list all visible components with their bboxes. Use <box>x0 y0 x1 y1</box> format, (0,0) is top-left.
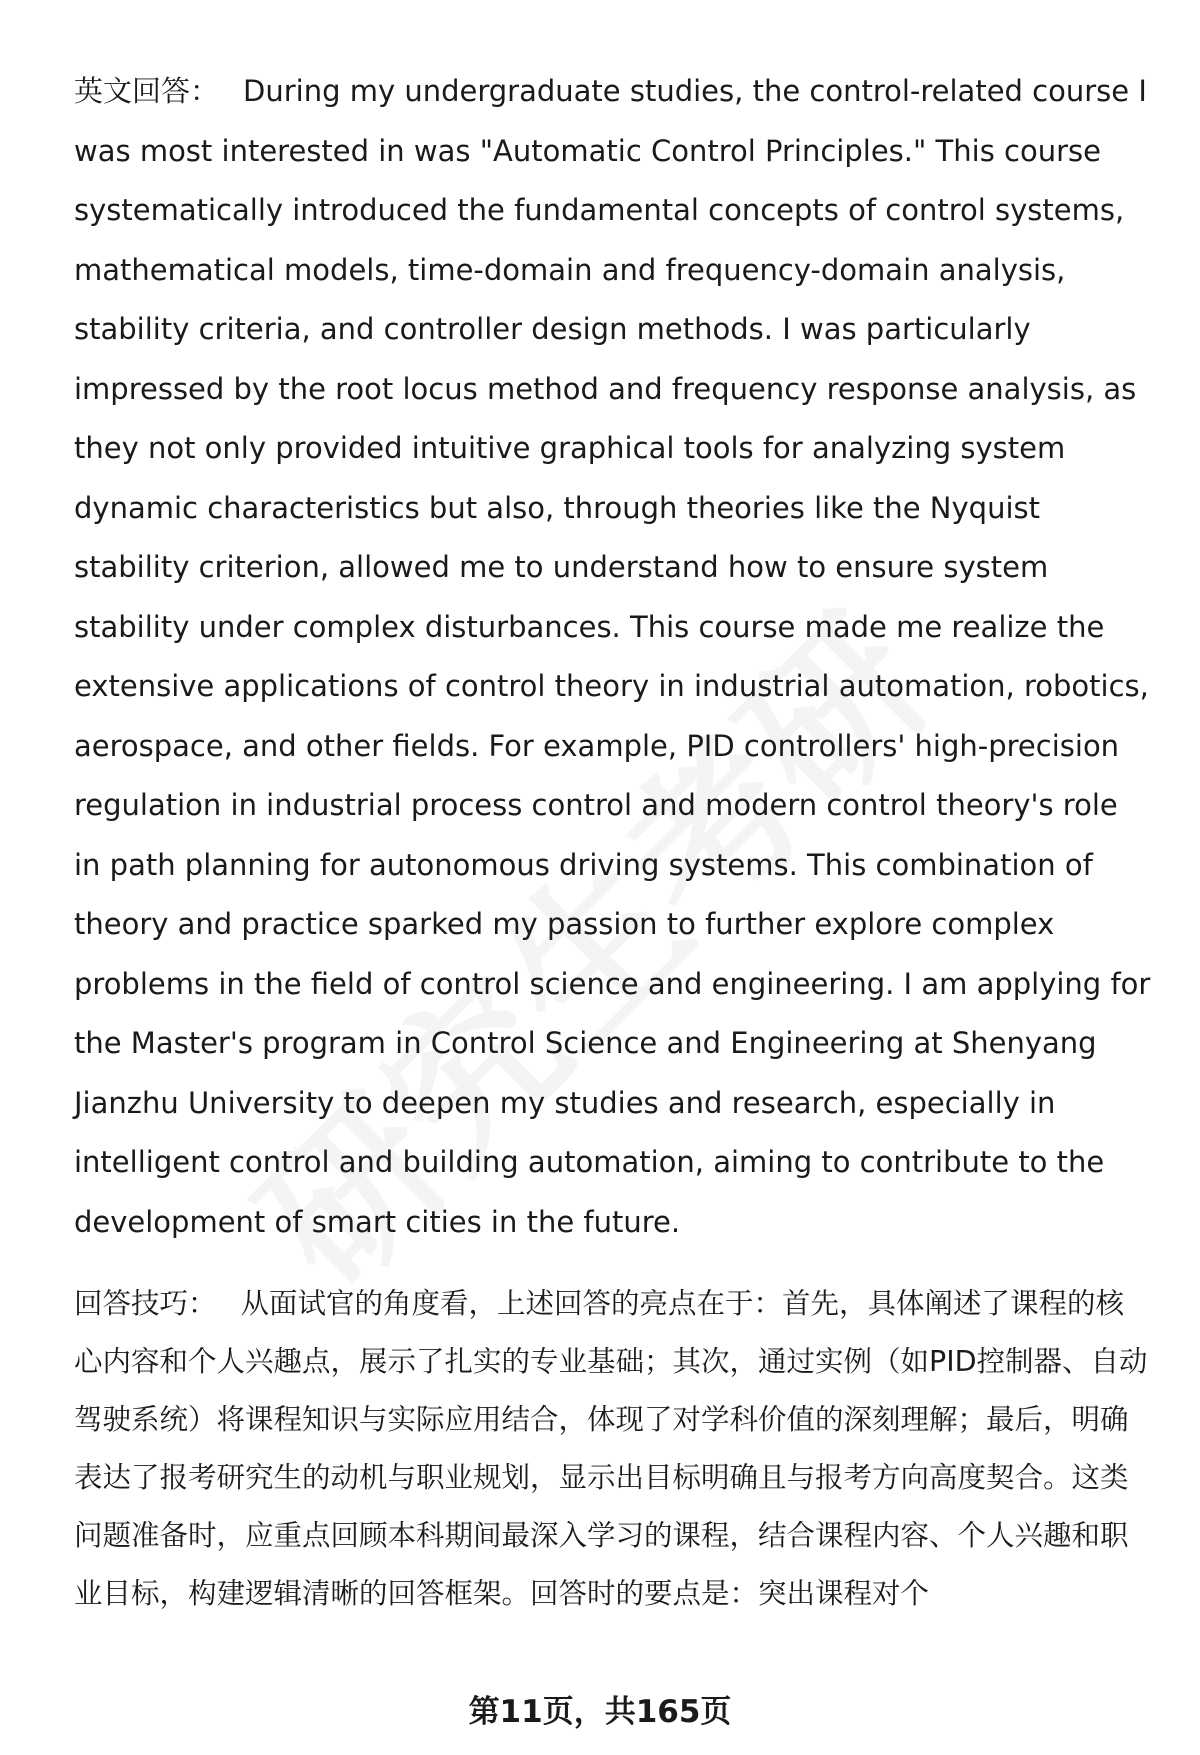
english-answer-paragraph <box>74 62 1152 1252</box>
answer-tips-paragraph <box>74 1275 1152 1623</box>
english-answer-text: During my undergraduate studies, the control-related course I was most interested in was "Automatic Control Principles." This course systematically introduced the fundamental concepts of control systems, mathematical models, time-domain and frequency-domain analysis, stability criteria, and controller design methods. I was particularly impressed by the root locus method and frequency response analysis, as they not only provided intuitive graphical tools for analyzing system dynamic characteristics but also, through theories like the Nyquist stability criterion, allowed me to understand how to ensure system stability under complex disturbances. This course made me realize the extensive applications of control theory in industrial automation, robotics, aerospace, and other fields. For example, PID controllers' high-precision regulation in industrial process control and modern control theory's role in path planning for autonomous driving systems. This combination of theory and practice sparked my passion to further explore complex problems in the field of control science and engineering. I am applying for the Master's program in Control Science and Engineering at Shenyang Jianzhu University to deepen my studies and research, especially in intelligent control and building automation, aiming to contribute to the development of smart cities in the future. <box>74 74 1151 1239</box>
answer-tips-text: 从面试官的角度看，上述回答的亮点在于：首先，具体阐述了课程的核心内容和个人兴趣点，展示了扎实的专业基础；其次，通过实例（如PID控制器、自动驾驶系统）将课程知识与实际应用结合，体现了对学科价值的深刻理解；最后，明确表达了报考研究生的动机与职业规划，显示出目标明确且与报考方向高度契合。这类问题准备时，应重点回顾本科期间最深入学习的课程，结合课程内容、个人兴趣和职业目标，构建逻辑清晰的回答框架。回答时的要点是：突出课程对个 <box>74 1287 1148 1610</box>
answer-tips-label: 回答技巧： <box>74 1287 217 1320</box>
page-number-footer: 第11页，共165页 <box>468 1694 732 1730</box>
english-answer-label: 英文回答： <box>74 74 220 108</box>
